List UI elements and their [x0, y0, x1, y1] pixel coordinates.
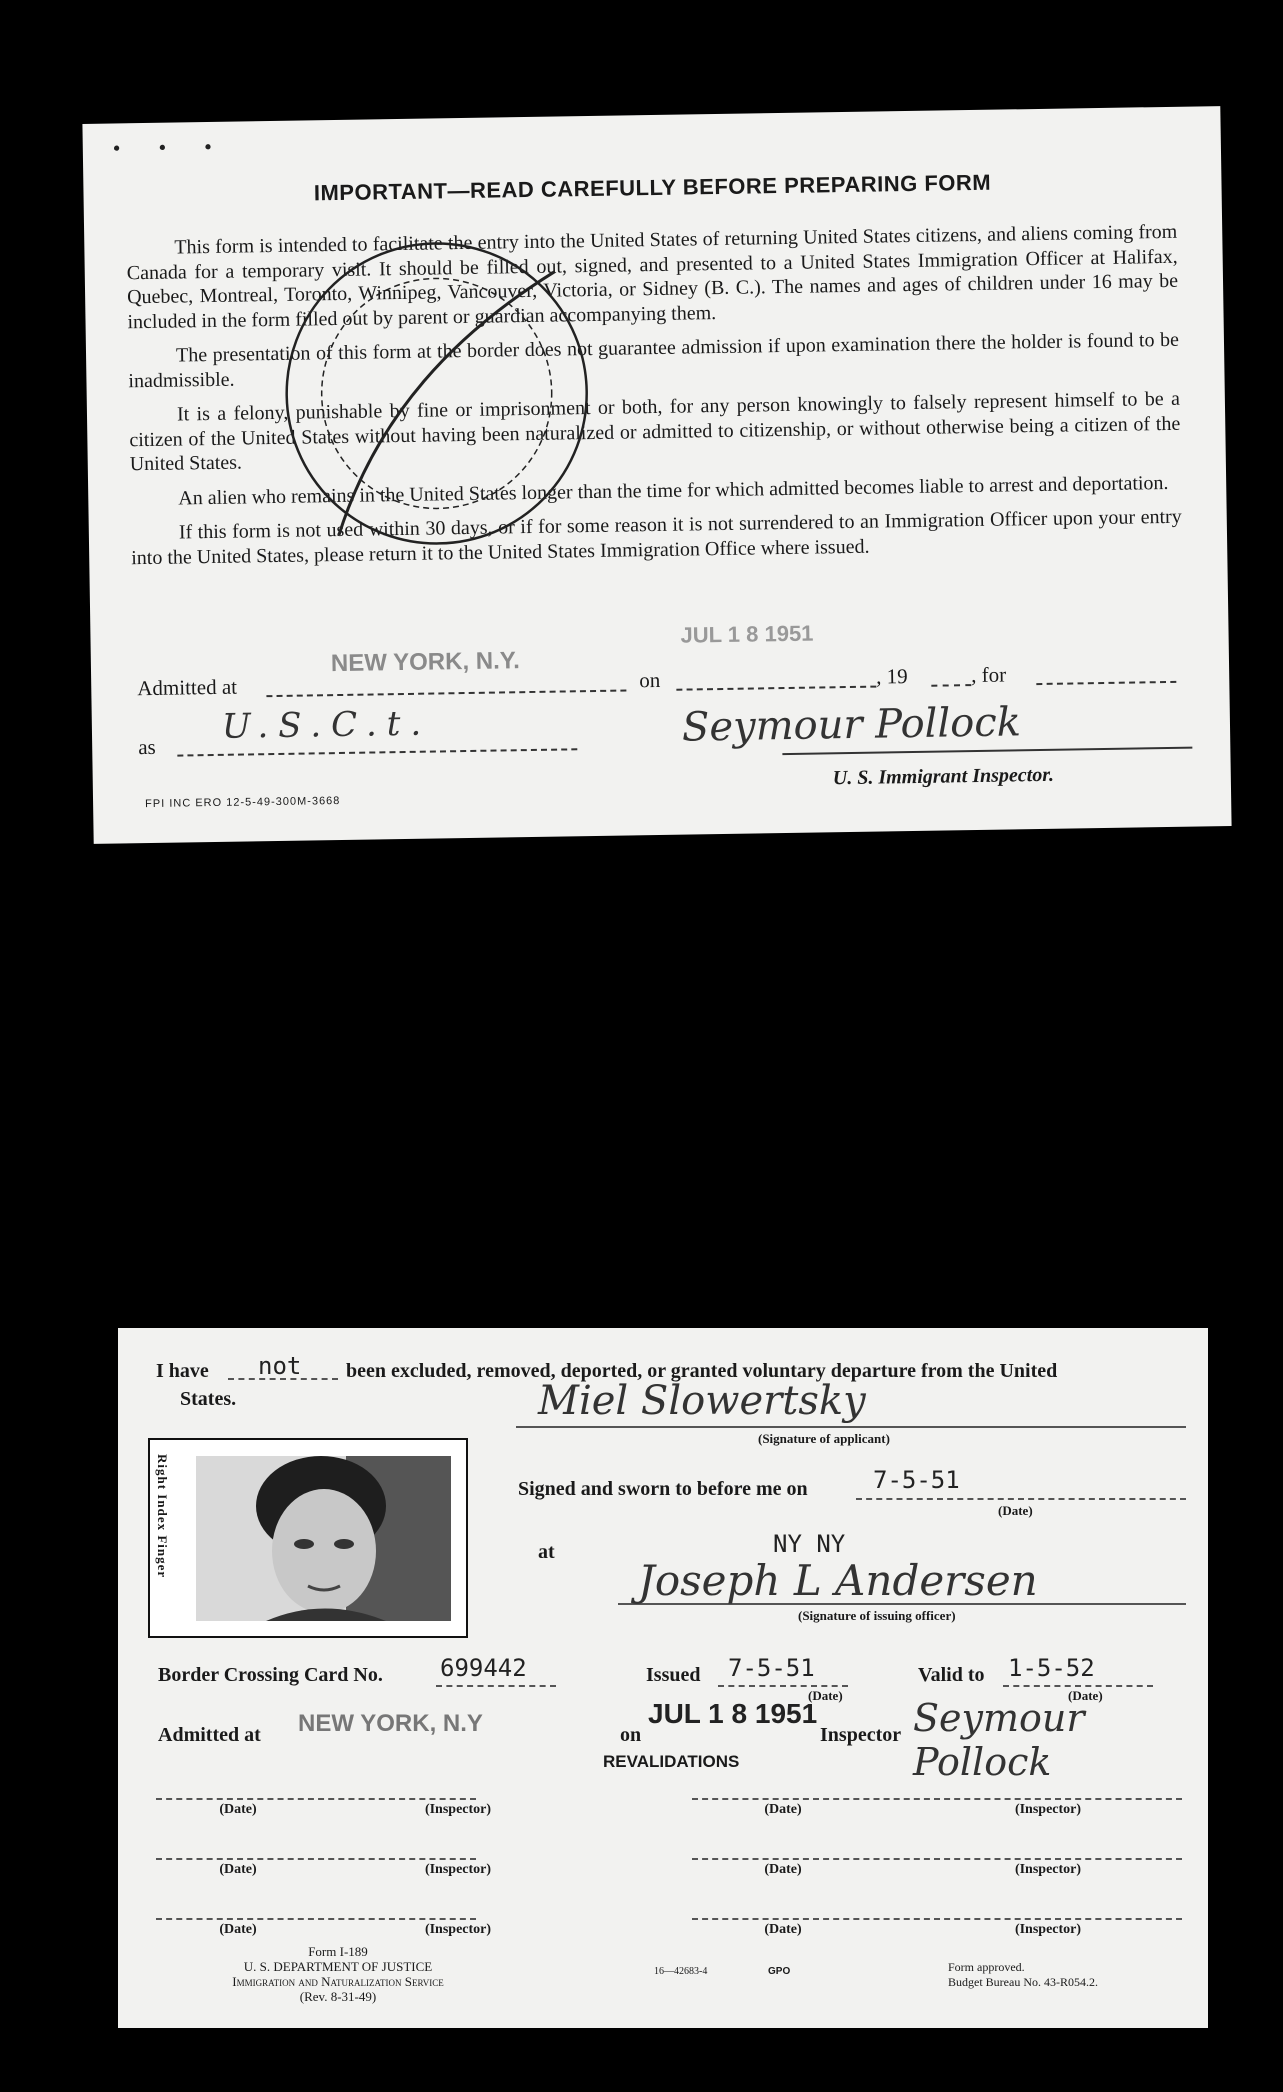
at-label: at	[538, 1541, 555, 1563]
reval-line	[692, 1798, 1182, 1800]
sworn-date: 7-5-51	[873, 1466, 960, 1494]
paragraph: If this form is not used within 30 days, or if for some reason it is not surrendered to an Immigration Officer upon your entry into the United States, please return it to the United States Immigration Office where issued.	[131, 505, 1182, 569]
paragraph: The presentation of this form at the border does not guarantee admission if upon examination there the holder is found to be inadmissible.	[128, 328, 1180, 392]
valid-label: Valid to	[918, 1664, 985, 1686]
sworn-date-line	[856, 1498, 1186, 1500]
admitted-label: Admitted at	[158, 1724, 261, 1746]
admitted-stamp: NEW YORK, N.Y	[298, 1710, 483, 1737]
approval-line-1: Form approved.	[948, 1960, 1025, 1974]
declaration-prefix: I have	[156, 1360, 209, 1382]
reval-line	[692, 1858, 1182, 1860]
admitted-at-line	[266, 690, 626, 698]
finger-label: Right Index Finger	[155, 1454, 170, 1579]
reval-inspector-label: (Inspector)	[1014, 1922, 1082, 1937]
examination-stamp	[254, 211, 620, 577]
reval-line	[156, 1858, 476, 1860]
reval-date-label: (Date)	[764, 1922, 802, 1937]
on-line	[676, 686, 876, 691]
declaration-blank	[228, 1378, 338, 1380]
department-name: U. S. DEPARTMENT OF JUSTICE	[243, 1959, 433, 1974]
admitted-at-stamp: NEW YORK, N.Y.	[330, 647, 521, 678]
reval-date-label: (Date)	[219, 1862, 257, 1877]
service-name: Immigration and Naturalization Service	[232, 1974, 444, 1989]
reval-inspector-label: (Inspector)	[1014, 1802, 1082, 1817]
paragraph: An alien who remains in the United States longer than the time for which admitted becomes liable to arrest and deportation.	[178, 471, 1169, 510]
on-label: on	[639, 667, 661, 693]
issued-line	[718, 1685, 848, 1687]
inspector-label: Inspector	[820, 1724, 902, 1746]
reval-date-label: (Date)	[219, 1802, 257, 1817]
as-label: as	[138, 734, 156, 760]
valid-line	[1003, 1685, 1153, 1687]
at-value: NY NY	[773, 1530, 846, 1558]
reval-inspector-label: (Inspector)	[424, 1922, 492, 1937]
reval-line	[692, 1918, 1182, 1920]
bcc-line	[436, 1685, 556, 1687]
issued-label: Issued	[646, 1664, 701, 1686]
paragraph: This form is intended to facilitate the entry into the United States of returning United States citizens, and aliens coming from Canada for a temporary visit. It should be filled out, signed, and presented to a United States Immigration Officer at Halifax, Quebec, Montreal, Toronto, Winnipeg, Vancouver, Victoria, or Sidney (B. C.). The names and ages of children under 16 may be included in the form filled out by parent or guardian accompanying them.	[126, 220, 1179, 333]
card-title: IMPORTANT—READ CAREFULLY BEFORE PREPARING FORM	[313, 169, 992, 206]
for-label: , for	[970, 662, 1007, 688]
admitted-at-label: Admitted at	[137, 674, 238, 701]
sworn-label: Signed and sworn to before me on	[518, 1478, 808, 1500]
applicant-sig-label: (Signature of applicant)	[758, 1431, 890, 1446]
punch-dots: •••	[112, 133, 251, 161]
as-value: U.S.C.t.	[221, 703, 432, 747]
valid-date: 1-5-52	[1008, 1654, 1095, 1682]
year-line	[931, 684, 971, 687]
bcc-number: 699442	[440, 1654, 527, 1682]
border-crossing-card	[118, 1328, 1208, 2028]
officer-sig-label: (Signature of issuing officer)	[798, 1608, 956, 1623]
reval-inspector-label: (Inspector)	[424, 1802, 492, 1817]
reval-date-label: (Date)	[764, 1802, 802, 1817]
photo-frame	[148, 1438, 468, 1638]
declaration-text: been excluded, removed, deported, or granted voluntary departure from the United	[346, 1360, 1058, 1382]
applicant-photo	[196, 1456, 451, 1621]
instruction-card	[82, 106, 1231, 844]
declaration-states: States.	[180, 1388, 237, 1410]
print-code: 16—42683-4	[654, 1966, 708, 1977]
reval-line	[156, 1798, 476, 1800]
reval-inspector-label: (Inspector)	[424, 1862, 492, 1877]
issued-date-label: (Date)	[808, 1688, 843, 1703]
reval-line	[156, 1918, 476, 1920]
on-label: on	[620, 1724, 642, 1746]
year-label: , 19	[876, 664, 908, 689]
for-line	[1036, 681, 1176, 685]
as-line	[177, 748, 577, 756]
paragraph: It is a felony, punishable by fine or imprisonment or both, for any person knowingly to falsely represent himself to be a citizen of the United States without having been naturalized or admitted to citizenship, or without otherwise being a citizen of the United States.	[129, 387, 1181, 476]
reval-date-label: (Date)	[219, 1922, 257, 1937]
date-stamp: JUL 1 8 1951	[680, 620, 814, 648]
issued-date: 7-5-51	[728, 1654, 815, 1682]
revalidations-title: REVALIDATIONS	[603, 1752, 740, 1771]
inspector-signature: Seymour Pollock	[913, 1696, 1085, 1784]
gpo-mark: GPO	[768, 1966, 791, 1977]
officer-signature: Joseph L Andersen	[638, 1556, 1038, 1605]
sworn-date-label: (Date)	[998, 1503, 1033, 1518]
approval-line-2: Budget Bureau No. 43-R054.2.	[948, 1975, 1098, 1989]
reval-date-label: (Date)	[764, 1862, 802, 1877]
inspector-title: U. S. Immigrant Inspector.	[832, 763, 1055, 790]
approval-block	[948, 1960, 1188, 1990]
department-block	[158, 1944, 518, 2004]
on-stamp: JUL 1 8 1951	[648, 1698, 818, 1729]
revision-date: (Rev. 8-31-49)	[299, 1989, 377, 2004]
declaration-not: not	[258, 1352, 302, 1380]
form-number: Form I-189	[308, 1944, 368, 1959]
applicant-signature: Miel Slowertsky	[538, 1378, 866, 1424]
bcc-label: Border Crossing Card No.	[158, 1664, 383, 1686]
reval-inspector-label: (Inspector)	[1014, 1862, 1082, 1877]
form-code: FPI INC ERO 12-5-49-300M-3668	[145, 795, 341, 811]
valid-date-label: (Date)	[1068, 1688, 1103, 1703]
applicant-sig-line	[516, 1426, 1186, 1428]
inspector-signature: Seymour Pollock	[681, 699, 1022, 751]
